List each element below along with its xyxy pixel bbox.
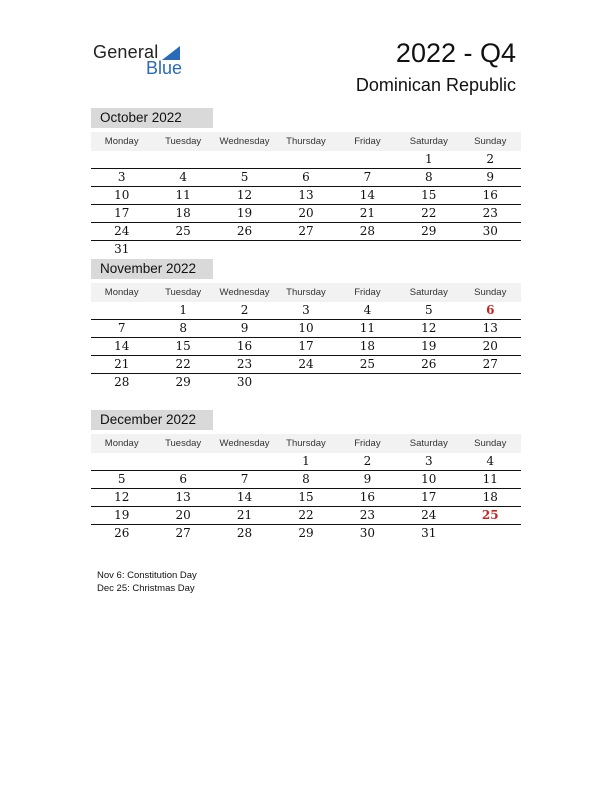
day-cell: 24: [298, 357, 314, 371]
weekday-label: Sunday: [474, 136, 507, 147]
week-row: [91, 205, 521, 223]
week-row: [91, 525, 521, 542]
week-row: [91, 471, 521, 489]
day-cell: 17: [114, 206, 130, 220]
weekday-label: Saturday: [409, 287, 448, 298]
day-cell: 28: [359, 224, 376, 238]
day-cell: 1: [425, 152, 433, 166]
day-cell: 16: [482, 188, 498, 202]
week-row: [91, 338, 521, 356]
day-cell: 7: [363, 170, 372, 184]
day-cell: 30: [236, 375, 253, 389]
day-cell: 22: [175, 357, 191, 371]
day-cell: 12: [236, 188, 253, 202]
day-cell: 16: [236, 339, 253, 353]
weekday-label: Saturday: [409, 438, 448, 449]
week-row: [91, 320, 521, 338]
day-cell: 22: [298, 508, 314, 522]
day-cell: 6: [302, 170, 310, 184]
weekday-label: Saturday: [409, 136, 448, 147]
month-name: October 2022: [91, 108, 213, 128]
day-cell: [91, 453, 152, 470]
day-cell: [337, 374, 398, 391]
day-cell: [275, 374, 336, 391]
day-cell: 10: [421, 472, 437, 486]
logo-blue-text: Blue: [146, 58, 183, 78]
weekday-label: Wednesday: [219, 136, 270, 147]
day-cell: 19: [421, 339, 437, 353]
day-cell: 30: [359, 526, 376, 540]
day-cell: [152, 241, 213, 258]
weekday-label: Sunday: [474, 438, 507, 449]
weekday-label: Sunday: [474, 287, 507, 298]
day-cell: 25: [175, 224, 191, 238]
month-calendar: [91, 259, 521, 391]
day-cell: 2: [486, 152, 495, 166]
day-cell: 28: [114, 375, 130, 389]
day-cell: 17: [298, 339, 314, 353]
weekday-header: [91, 283, 521, 302]
day-cell: 30: [482, 224, 498, 238]
day-cell: 11: [175, 188, 191, 202]
weekday-label: Wednesday: [219, 438, 270, 449]
day-cell: 25: [359, 357, 376, 371]
logo-general-text: General: [93, 42, 159, 62]
day-cell: 17: [421, 490, 437, 504]
month-name: December 2022: [91, 410, 213, 430]
day-cell: 27: [298, 224, 314, 238]
holiday-day-cell: 25: [481, 508, 499, 522]
day-cell: 7: [240, 472, 249, 486]
day-cell: 3: [117, 170, 126, 184]
day-cell: 18: [482, 490, 498, 504]
holiday-notes: [97, 570, 197, 595]
day-cell: [337, 151, 398, 168]
day-cell: [91, 151, 152, 168]
weekday-label: Thursday: [286, 287, 326, 298]
day-cell: 9: [363, 472, 372, 486]
day-cell: [460, 241, 521, 258]
weekday-label: Tuesday: [165, 136, 202, 147]
day-cell: 7: [117, 321, 126, 335]
day-cell: 12: [421, 321, 437, 335]
week-row: [91, 453, 521, 471]
day-cell: 13: [175, 490, 191, 504]
day-cell: 24: [421, 508, 437, 522]
month-name: November 2022: [91, 259, 213, 279]
week-row: [91, 187, 521, 205]
day-cell: 20: [482, 339, 498, 353]
day-cell: 10: [298, 321, 314, 335]
weekday-label: Monday: [104, 438, 139, 449]
logo: [93, 40, 193, 80]
day-cell: 4: [179, 170, 187, 184]
day-cell: 2: [240, 303, 249, 317]
day-cell: 13: [482, 321, 498, 335]
weekday-label: Monday: [104, 136, 139, 147]
day-cell: 15: [298, 490, 314, 504]
day-cell: 1: [302, 454, 310, 468]
day-cell: [214, 453, 275, 470]
day-cell: 23: [482, 206, 498, 220]
weekday-label: Friday: [354, 136, 381, 147]
day-cell: 14: [359, 188, 376, 202]
day-cell: 9: [486, 170, 495, 184]
day-cell: 11: [482, 472, 498, 486]
day-cell: 19: [236, 206, 253, 220]
day-cell: 8: [179, 321, 187, 335]
day-cell: 21: [236, 508, 253, 522]
weekday-label: Tuesday: [165, 287, 202, 298]
day-cell: 5: [425, 303, 433, 317]
weekday-label: Thursday: [286, 438, 326, 449]
day-cell: [275, 151, 336, 168]
page-title: 2022 - Q4: [395, 38, 516, 68]
day-cell: 9: [240, 321, 249, 335]
day-cell: 29: [175, 375, 191, 389]
weekday-label: Tuesday: [165, 438, 202, 449]
weekday-label: Wednesday: [219, 287, 270, 298]
day-cell: 19: [114, 508, 130, 522]
day-cell: [398, 241, 459, 258]
day-cell: 14: [114, 339, 130, 353]
day-cell: 26: [421, 357, 437, 371]
day-cell: 27: [175, 526, 191, 540]
weekday-label: Monday: [104, 287, 139, 298]
month-calendar: [91, 410, 521, 542]
week-row: [91, 356, 521, 374]
day-cell: 3: [302, 303, 310, 317]
day-cell: 20: [175, 508, 191, 522]
day-cell: 6: [179, 472, 187, 486]
day-cell: 16: [359, 490, 376, 504]
day-cell: [460, 374, 521, 391]
day-cell: 26: [114, 526, 130, 540]
day-cell: [91, 302, 152, 319]
week-row: [91, 151, 521, 169]
day-cell: 28: [236, 526, 253, 540]
day-cell: 18: [175, 206, 191, 220]
weekday-label: Thursday: [286, 136, 326, 147]
week-row: [91, 169, 521, 187]
day-cell: [275, 241, 336, 258]
week-row: [91, 489, 521, 507]
day-cell: 11: [359, 321, 376, 335]
holiday-day-cell: 6: [486, 303, 495, 317]
day-cell: 1: [179, 303, 187, 317]
week-row: [91, 241, 521, 258]
day-cell: 21: [359, 206, 376, 220]
day-cell: 15: [421, 188, 437, 202]
day-cell: 29: [421, 224, 437, 238]
day-cell: 24: [114, 224, 130, 238]
day-cell: 4: [486, 454, 495, 468]
week-row: [91, 302, 521, 320]
day-cell: 18: [359, 339, 376, 353]
week-row: [91, 223, 521, 241]
day-cell: 31: [114, 242, 130, 256]
day-cell: 4: [363, 303, 372, 317]
weekday-header: [91, 434, 521, 453]
day-cell: [337, 241, 398, 258]
day-cell: 2: [363, 454, 372, 468]
weekday-label: Friday: [354, 287, 381, 298]
day-cell: 5: [117, 472, 126, 486]
day-cell: 20: [298, 206, 314, 220]
weekday-label: Friday: [354, 438, 381, 449]
day-cell: [460, 525, 521, 542]
day-cell: 21: [114, 357, 130, 371]
day-cell: 3: [425, 454, 433, 468]
day-cell: 27: [482, 357, 498, 371]
holiday-note: Dec 25: Christmas Day: [97, 582, 195, 594]
day-cell: 14: [236, 490, 253, 504]
day-cell: 8: [425, 170, 433, 184]
day-cell: 26: [236, 224, 253, 238]
day-cell: [398, 374, 459, 391]
day-cell: 13: [298, 188, 314, 202]
country-name: Dominican Republic: [355, 75, 516, 95]
weekday-header: [91, 132, 521, 151]
month-calendar: [91, 108, 521, 258]
day-cell: 12: [114, 490, 130, 504]
day-cell: 31: [421, 526, 437, 540]
day-cell: 23: [359, 508, 376, 522]
week-row: [91, 507, 521, 525]
week-row: [91, 374, 521, 391]
day-cell: 23: [236, 357, 253, 371]
day-cell: [152, 151, 213, 168]
day-cell: [214, 241, 275, 258]
holiday-note: Nov 6: Constitution Day: [97, 570, 197, 581]
day-cell: 22: [421, 206, 437, 220]
day-cell: 5: [240, 170, 249, 184]
day-cell: 15: [175, 339, 191, 353]
day-cell: 10: [114, 188, 130, 202]
day-cell: 8: [302, 472, 310, 486]
day-cell: [214, 151, 275, 168]
day-cell: [152, 453, 213, 470]
day-cell: 29: [298, 526, 314, 540]
